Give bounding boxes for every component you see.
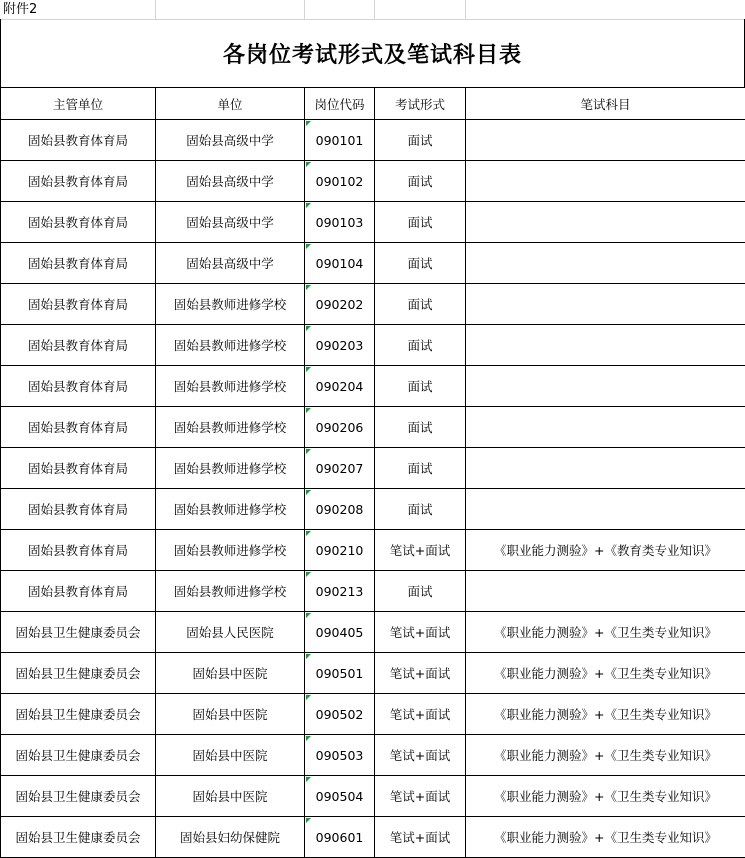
unit-cell[interactable]: 固始县人民医院: [156, 612, 305, 653]
exam-table: [0, 87, 745, 858]
table-row: [1, 776, 745, 817]
position-code-cell[interactable]: 090104: [305, 243, 375, 284]
exam-format-cell[interactable]: 笔试+面试: [375, 530, 466, 571]
position-code-cell[interactable]: 090103: [305, 202, 375, 243]
department-cell[interactable]: 固始县教育体育局: [1, 571, 156, 612]
unit-cell[interactable]: 固始县教师进修学校: [156, 366, 305, 407]
unit-cell[interactable]: 固始县妇幼保健院: [156, 817, 305, 858]
position-code-cell[interactable]: 090601: [305, 817, 375, 858]
department-cell[interactable]: 固始县教育体育局: [1, 161, 156, 202]
column-header-position-code[interactable]: 岗位代码: [305, 88, 375, 120]
exam-format-cell[interactable]: 面试: [375, 325, 466, 366]
written-subjects-cell[interactable]: 《职业能力测验》+《卫生类专业知识》: [466, 735, 745, 776]
attachment-row: [0, 0, 745, 20]
written-subjects-cell[interactable]: [466, 284, 745, 325]
position-code-cell[interactable]: 090206: [305, 407, 375, 448]
table-row: [1, 571, 745, 612]
gridline: [155, 0, 156, 19]
department-cell[interactable]: 固始县卫生健康委员会: [1, 817, 156, 858]
unit-cell[interactable]: 固始县教师进修学校: [156, 284, 305, 325]
unit-cell[interactable]: 固始县高级中学: [156, 202, 305, 243]
exam-format-cell[interactable]: 面试: [375, 366, 466, 407]
unit-cell[interactable]: 固始县中医院: [156, 735, 305, 776]
department-cell[interactable]: 固始县卫生健康委员会: [1, 735, 156, 776]
department-cell[interactable]: 固始县教育体育局: [1, 489, 156, 530]
department-cell[interactable]: 固始县卫生健康委员会: [1, 776, 156, 817]
gridline: [304, 0, 305, 19]
unit-cell[interactable]: 固始县高级中学: [156, 120, 305, 161]
column-header-exam-format[interactable]: 考试形式: [375, 88, 466, 120]
exam-format-cell[interactable]: 面试: [375, 161, 466, 202]
position-code-cell[interactable]: 090208: [305, 489, 375, 530]
written-subjects-cell[interactable]: [466, 120, 745, 161]
table-row: [1, 612, 745, 653]
exam-format-cell[interactable]: 笔试+面试: [375, 612, 466, 653]
position-code-cell[interactable]: 090202: [305, 284, 375, 325]
table-row: [1, 325, 745, 366]
position-code-cell[interactable]: 090213: [305, 571, 375, 612]
written-subjects-cell[interactable]: [466, 407, 745, 448]
written-subjects-cell[interactable]: [466, 448, 745, 489]
written-subjects-cell[interactable]: [466, 366, 745, 407]
exam-format-cell[interactable]: 笔试+面试: [375, 653, 466, 694]
exam-format-cell[interactable]: 笔试+面试: [375, 817, 466, 858]
exam-format-cell[interactable]: 面试: [375, 243, 466, 284]
position-code-cell[interactable]: 090502: [305, 694, 375, 735]
exam-format-cell[interactable]: 面试: [375, 120, 466, 161]
written-subjects-cell[interactable]: 《职业能力测验》+《卫生类专业知识》: [466, 694, 745, 735]
position-code-cell[interactable]: 090405: [305, 612, 375, 653]
written-subjects-cell[interactable]: 《职业能力测验》+《教育类专业知识》: [466, 530, 745, 571]
table-row: [1, 202, 745, 243]
exam-format-cell[interactable]: 笔试+面试: [375, 776, 466, 817]
table-row: [1, 120, 745, 161]
department-cell[interactable]: 固始县教育体育局: [1, 448, 156, 489]
unit-cell[interactable]: 固始县中医院: [156, 776, 305, 817]
table-row: [1, 366, 745, 407]
unit-cell[interactable]: 固始县教师进修学校: [156, 407, 305, 448]
department-cell[interactable]: 固始县教育体育局: [1, 325, 156, 366]
unit-cell[interactable]: 固始县教师进修学校: [156, 448, 305, 489]
department-cell[interactable]: 固始县教育体育局: [1, 366, 156, 407]
written-subjects-cell[interactable]: [466, 571, 745, 612]
exam-format-cell[interactable]: 面试: [375, 407, 466, 448]
written-subjects-cell[interactable]: 《职业能力测验》+《卫生类专业知识》: [466, 612, 745, 653]
unit-cell[interactable]: 固始县高级中学: [156, 243, 305, 284]
position-code-cell[interactable]: 090203: [305, 325, 375, 366]
position-code-cell[interactable]: 090501: [305, 653, 375, 694]
written-subjects-cell[interactable]: [466, 161, 745, 202]
exam-format-cell[interactable]: 笔试+面试: [375, 735, 466, 776]
written-subjects-cell[interactable]: 《职业能力测验》+《卫生类专业知识》: [466, 776, 745, 817]
position-code-cell[interactable]: 090204: [305, 366, 375, 407]
table-row: [1, 284, 745, 325]
position-code-cell[interactable]: 090207: [305, 448, 375, 489]
department-cell[interactable]: 固始县教育体育局: [1, 120, 156, 161]
department-cell[interactable]: 固始县教育体育局: [1, 407, 156, 448]
written-subjects-cell[interactable]: [466, 202, 745, 243]
exam-format-cell[interactable]: 笔试+面试: [375, 694, 466, 735]
department-cell[interactable]: 固始县教育体育局: [1, 284, 156, 325]
unit-cell[interactable]: 固始县教师进修学校: [156, 489, 305, 530]
table-row: [1, 161, 745, 202]
attachment-label[interactable]: 附件2: [3, 2, 38, 17]
department-cell[interactable]: 固始县卫生健康委员会: [1, 653, 156, 694]
table-row: [1, 530, 745, 571]
position-code-cell[interactable]: 090503: [305, 735, 375, 776]
department-cell[interactable]: 固始县教育体育局: [1, 243, 156, 284]
exam-format-cell[interactable]: 面试: [375, 489, 466, 530]
position-code-cell[interactable]: 090504: [305, 776, 375, 817]
exam-format-cell[interactable]: 面试: [375, 448, 466, 489]
written-subjects-cell[interactable]: [466, 489, 745, 530]
written-subjects-cell[interactable]: 《职业能力测验》+《卫生类专业知识》: [466, 817, 745, 858]
table-row: [1, 407, 745, 448]
gridline: [374, 0, 375, 19]
table-row: [1, 694, 745, 735]
unit-cell[interactable]: 固始县中医院: [156, 653, 305, 694]
column-header-unit[interactable]: 单位: [156, 88, 305, 120]
table-row: [1, 243, 745, 284]
table-row: [1, 735, 745, 776]
unit-cell[interactable]: 固始县教师进修学校: [156, 571, 305, 612]
table-row: [1, 448, 745, 489]
position-code-cell[interactable]: 090210: [305, 530, 375, 571]
position-code-cell[interactable]: 090102: [305, 161, 375, 202]
column-header-written-subjects[interactable]: 笔试科目: [466, 88, 745, 120]
gridline: [465, 0, 466, 19]
table-header-row: [1, 88, 745, 120]
exam-format-cell[interactable]: 面试: [375, 571, 466, 612]
department-cell[interactable]: 固始县卫生健康委员会: [1, 612, 156, 653]
department-cell[interactable]: 固始县教育体育局: [1, 202, 156, 243]
column-header-department[interactable]: 主管单位: [1, 88, 156, 120]
table-row: [1, 653, 745, 694]
department-cell[interactable]: 固始县教育体育局: [1, 530, 156, 571]
exam-format-cell[interactable]: 面试: [375, 202, 466, 243]
unit-cell[interactable]: 固始县中医院: [156, 694, 305, 735]
table-row: [1, 817, 745, 858]
position-code-cell[interactable]: 090101: [305, 120, 375, 161]
unit-cell[interactable]: 固始县高级中学: [156, 161, 305, 202]
unit-cell[interactable]: 固始县教师进修学校: [156, 325, 305, 366]
unit-cell[interactable]: 固始县教师进修学校: [156, 530, 305, 571]
written-subjects-cell[interactable]: [466, 243, 745, 284]
department-cell[interactable]: 固始县卫生健康委员会: [1, 694, 156, 735]
written-subjects-cell[interactable]: [466, 325, 745, 366]
page-title[interactable]: 各岗位考试形式及笔试科目表: [222, 41, 522, 68]
written-subjects-cell[interactable]: 《职业能力测验》+《卫生类专业知识》: [466, 653, 745, 694]
table-row: [1, 489, 745, 530]
exam-format-cell[interactable]: 面试: [375, 284, 466, 325]
